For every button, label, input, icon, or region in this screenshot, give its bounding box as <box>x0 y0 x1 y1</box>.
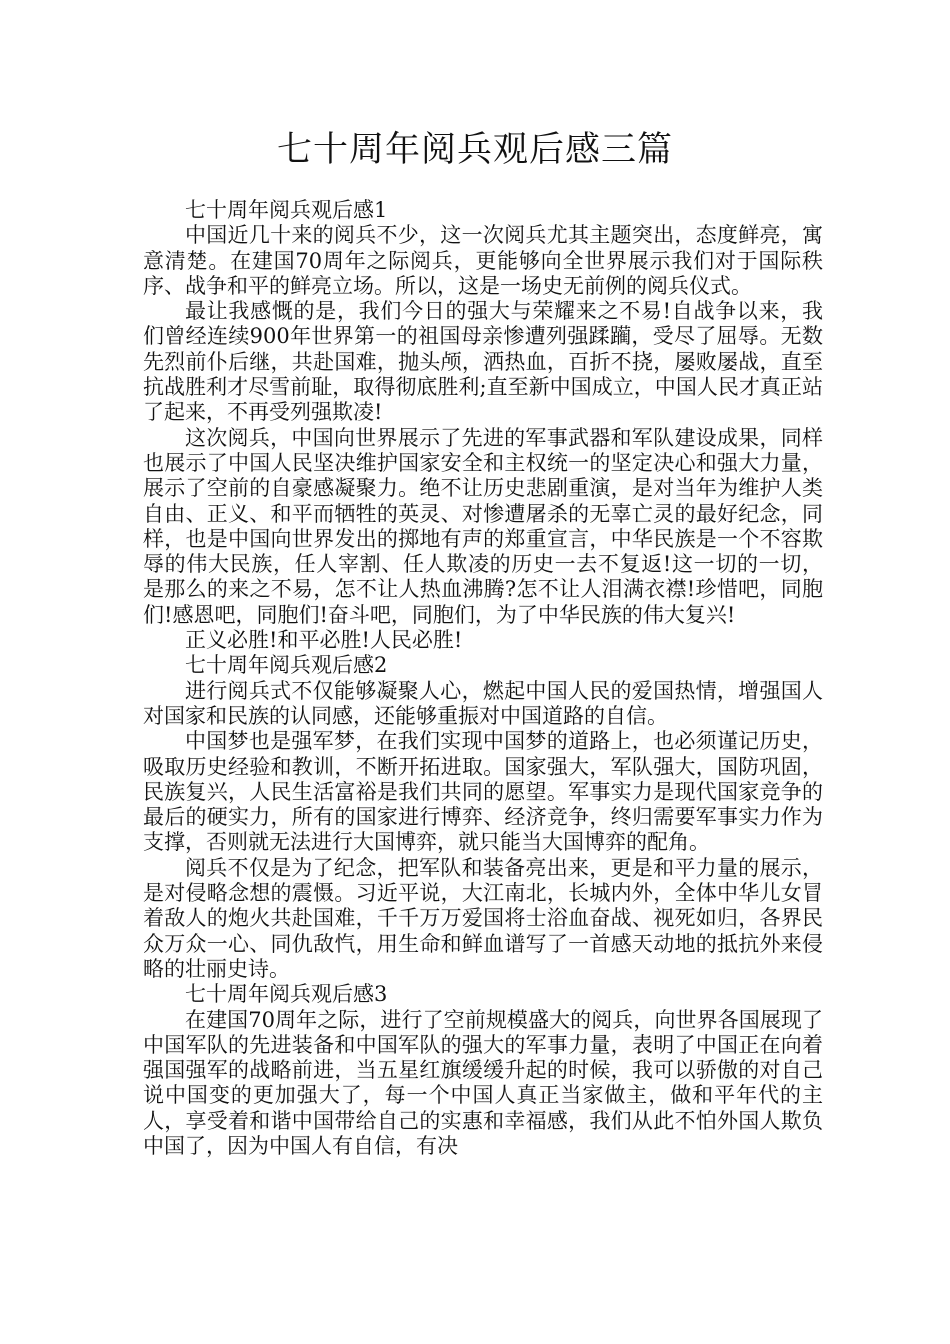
paragraph: 中国梦也是强军梦，在我们实现中国梦的道路上，也必须谨记历史，吸取历史经验和教训，不断开拓进取。国家强大，军队强大，国防巩固，民族复兴，人民生活富裕是我们共同的愿望。军事实力是现代国家竞争的最后的硬实力，所有的国家进行博弈、经济竞争，终归需要军事实力作为支撑，否则就无法进行大国博弈，就只能当大国博弈的配角。 <box>143 729 823 855</box>
slogan-line: 正义必胜!和平必胜!人民必胜! <box>185 628 463 653</box>
paragraph: 中国近几十来的阅兵不少，这一次阅兵尤其主题突出，态度鲜亮，寓意清楚。在建国70周年之际阅兵，更能够向全世界展示我们对于国际秩序、战争和平的鲜亮立场。所以，这是一场史无前例的阅兵仪式。 <box>143 223 823 298</box>
paragraph: 这次阅兵，中国向世界展示了先进的军事武器和军队建设成果，同样也展示了中国人民坚决维护国家安全和主权统一的坚定决心和强大力量，展示了空前的自豪感凝聚力。绝不让历史悲剧重演，是对当年为维护人类自由、正义、和平而牺牲的英灵、对惨遭屠杀的无辜亡灵的最好纪念，同样，也是中国向世界发出的掷地有声的郑重宣言，中华民族是一个不容欺辱的伟大民族，任人宰割、任人欺凌的历史一去不复返!这一切的一切，是那么的来之不易，怎不让人热血沸腾?怎不让人泪满衣襟!珍惜吧，同胞们!感恩吧，同胞们!奋斗吧，同胞们，为了中华民族的伟大复兴! <box>143 425 823 627</box>
paragraph: 在建国70周年之际，进行了空前规模盛大的阅兵，向世界各国展现了中国军队的先进装备和中国军队的强大的军事力量，表明了中国正在向着强国强军的战略前进，当五星红旗缓缓升起的时候，我可以骄傲的对自己说中国变的更加强大了，每一个中国人真正当家做主，做和平年代的主人，享受着和谐中国带给自己的实惠和幸福感，我们从此不怕外国人欺负中国了，因为中国人有自信，有决 <box>143 1007 823 1158</box>
section-heading-3: 七十周年阅兵观后感3 <box>185 982 388 1007</box>
paragraph: 阅兵不仅是为了纪念，把军队和装备亮出来，更是和平力量的展示，是对侵略念想的震慑。习近平说，大江南北，长城内外，全体中华儿女冒着敌人的炮火共赴国难，千千万万爱国将士浴血奋战、视死如归，各界民众万众一心、同仇敌忾，用生命和鲜血谱写了一首感天动地的抵抗外来侵略的壮丽史诗。 <box>143 855 823 981</box>
paragraph: 进行阅兵式不仅能够凝聚人心，燃起中国人民的爱国热情，增强国人对国家和民族的认同感，还能够重振对中国道路的自信。 <box>143 678 823 728</box>
section-heading-1: 七十周年阅兵观后感1 <box>185 198 388 222</box>
paragraph: 最让我感慨的是，我们今日的强大与荣耀来之不易!自战争以来，我们曾经连续900年世界第一的祖国母亲惨遭列强蹂躏，受尽了屈辱。无数先烈前仆后继，共赴国难，抛头颅，洒热血，百折不挠，屡败屡战，直至抗战胜利才尽雪前耻，取得彻底胜利;直至新中国成立，中国人民才真正站了起来，不再受列强欺凌! <box>143 299 823 425</box>
document-title: 七十周年阅兵观后感三篇 <box>276 130 673 170</box>
document-body <box>143 198 823 1159</box>
section-heading-2: 七十周年阅兵观后感2 <box>185 653 388 678</box>
